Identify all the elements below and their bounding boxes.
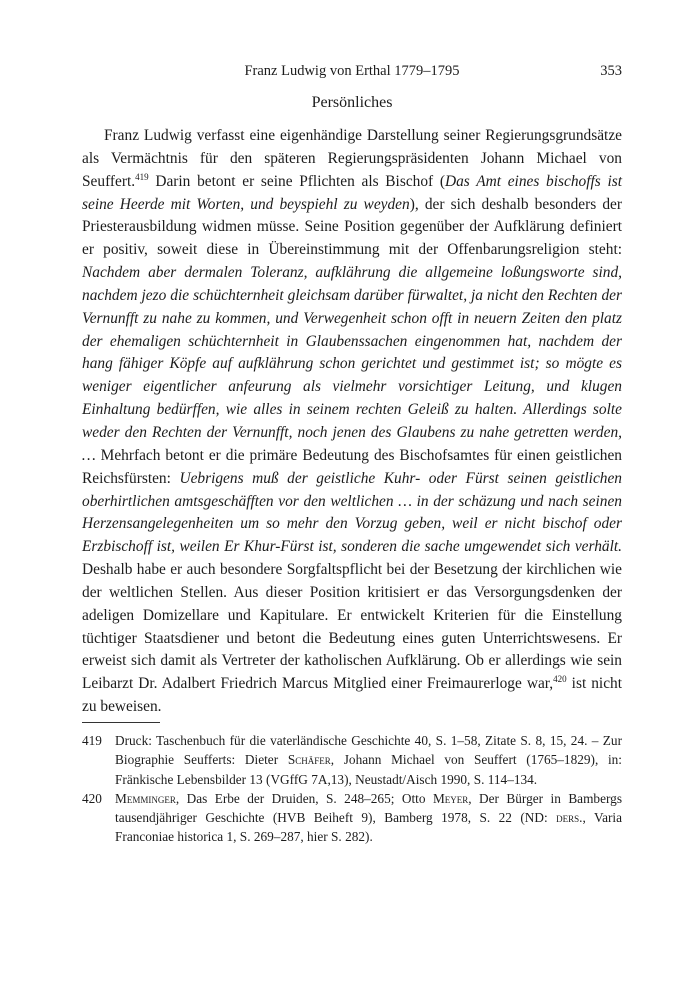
running-title: Franz Ludwig von Erthal 1779–1795 xyxy=(244,63,460,79)
footnote-420 xyxy=(82,789,622,847)
text-run: , Varia Franconiae historica 1, S. 269–287, hier S. 282). xyxy=(115,810,623,845)
quotation: Nachdem aber dermalen Toleranz, aufklährung die allgemeine loßungsworte sind, nachdem jezo die schüchternheit gleichsam darüber fürwaltet, ja nicht den Rechten der Vernunfft zu nahe zu kommen, und Verwegenheit schon offt in neuern Zeiten den platz der ehemaligen schüchternheit in Glaubenssachen eingenommen hat, nachdem der hang fähiger Köpfe auf aufklährung schon gerichtet und gestimmet ist; so mögte es weniger eigentlicher anfeurung als vielmehr vorsichtiger Leitung, und klugen Einhaltung bedürffen, wie alles in seinem rechten Geleiß zu halten. Allerdings solte weder den Rechten der Vernunfft, noch jenen des Glaubens zu nahe getretten werden, … xyxy=(82,264,622,464)
footnote-419 xyxy=(82,731,622,789)
author-name: ders. xyxy=(556,810,583,826)
footnote-ref-420[interactable]: 420 xyxy=(553,674,567,685)
author-name: Memminger xyxy=(115,790,176,806)
page-number: 353 xyxy=(600,63,622,79)
footnote-text xyxy=(115,731,622,789)
text-run: Mehrfach betont er die primäre Bedeutung des Bischofsamtes für einen geistlichen Reichsfürsten: xyxy=(82,446,622,487)
text-run: , Johann Michael von Seuffert (1765–1829), in: Fränkische Lebensbilder 13 (VGffG 7A,13), Neustadt/Aisch 1990, S. 114–134. xyxy=(115,752,623,787)
footnote-divider xyxy=(82,722,160,723)
paragraph xyxy=(82,125,622,719)
footnote-ref-419[interactable]: 419 xyxy=(135,171,149,182)
text-run: Franz Ludwig verfasst eine eigenhändige Darstellung seiner Regierungsgrundsätze als Vermächtnis für den späteren Regierungspräsidenten Johann Michael von Seuffert. xyxy=(82,127,622,190)
quotation: Uebrigens muß der geistliche Kuhr- oder Fürst seinen geistlichen oberhirtlichen amtsgeschäfften vor den weltlichen … in der schäzung und nach seinen Herzensangelegenheiten um so mehr den Vorzug geben, weil er nicht bischof oder Erzbischoff ist, weilen Er Khur-Fürst ist, sonderen die sache umgewendet sich verhält. xyxy=(82,469,622,556)
text-run: Deshalb habe er auch besondere Sorgfaltspflicht bei der Besetzung der kirchlichen wie der weltlichen Stellen. Aus dieser Position kritisiert er das Versorgungsdenken der adeligen Domizellare und Kapitulare. Er entwickelt Kriterien für die Einstellung tüchtiger Staatsdiener und betont die Bedeutung eines guten Unterrichtswesens. Er erweist sich damit als Vertreter der katholischen Aufklärung. Ob er allerdings wie sein Leibarzt Dr. Adalbert Friedrich Marcus Mitglied einer Freimaurerloge war, xyxy=(82,561,622,693)
text-run: Darin betont er seine Pflichten als Bischof ( xyxy=(148,172,445,190)
text-run: ), der sich deshalb besonders der Priesterausbildung widmen müsse. Seine Position gegenüber der Aufklärung definiert er positiv, soweit diese in Übereinstimmung mit der Offenbarungsreligion steht: xyxy=(82,195,622,259)
text-run: , Der Bürger in Bambergs tausendjähriger Geschichte (HVB Beiheft 9), Bamberg 1978, S. 22 (ND: xyxy=(115,790,622,826)
body-text xyxy=(82,125,622,719)
text-run: , Das Erbe der Druiden, S. 248–265; Otto xyxy=(175,790,433,806)
quotation: Das Amt eines bischoffs ist seine Heerde mit Worten, und beyspiehl zu weyden xyxy=(82,172,622,213)
footnote-number: 420 xyxy=(82,790,102,806)
section-title: Persönliches xyxy=(311,94,393,111)
footnotes xyxy=(82,731,622,847)
running-head xyxy=(82,63,622,85)
text-run: ist nicht zu beweisen. xyxy=(82,675,623,716)
author-name: Schäfer xyxy=(287,752,331,768)
footnote-text xyxy=(115,789,622,847)
footnote-number: 419 xyxy=(82,733,102,748)
text-run: Druck: Taschenbuch für die vaterländische Geschichte 40, S. 1–58, Zitate S. 8, 15, 24. – Zur Biographie Seufferts: Dieter xyxy=(115,733,622,768)
author-name: Meyer xyxy=(432,790,469,806)
